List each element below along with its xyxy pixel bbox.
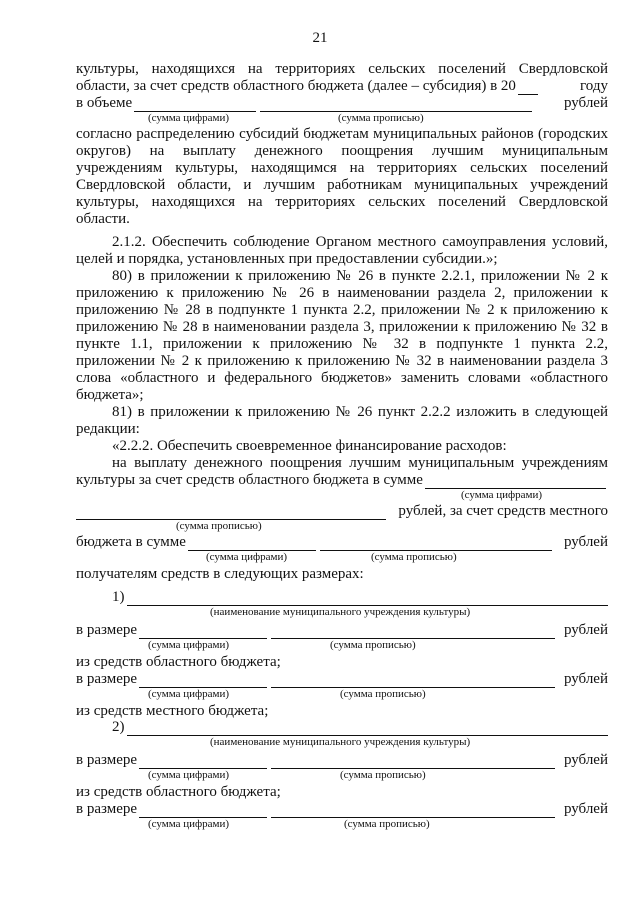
paragraph: «2.2.2. Обеспечить своевременное финансирование расходов:	[112, 438, 507, 454]
regional-digits-blank[interactable]	[425, 474, 606, 489]
paragraph: 80) в приложении к приложению № 26 в пункте 2.2.1, приложении № 2 к приложению к приложению № 26 в наименовании раздела 2, приложении к приложению № 28 в подпункте 1 пункта 2.2, приложении № 2 к приложению к приложению № 28 в наименовании раздела 3, приложении к приложению № 32 в пункте 1.1, приложении к приложению № 32 в подпункте 1 пункта 2.2, приложении № 2 к приложению к приложению № 32 в наименовании раздела 3 слова «областного и федерального бюджетов» заменить словами «областного бюджета»;	[76, 268, 608, 403]
text-line: в объеме	[76, 95, 133, 111]
item-number: 1)	[112, 589, 125, 605]
amount-words-blank[interactable]	[271, 673, 555, 688]
text-line: из средств областного бюджета;	[76, 654, 281, 670]
caption: (сумма цифрами)	[148, 769, 230, 781]
paragraph: 2.1.2. Обеспечить соблюдение Органом местного самоуправления условий, целей и порядка, установленных при предоставлении субсидии.»;	[76, 234, 608, 267]
caption: (наименование муниципального учреждения культуры)	[210, 736, 471, 748]
regional-words-blank[interactable]	[76, 505, 386, 520]
amount-digits-blank[interactable]	[139, 673, 267, 688]
amount-digits-blank[interactable]	[139, 754, 267, 769]
text-line: в размере	[76, 622, 138, 638]
amount-digits-blank[interactable]	[134, 97, 256, 112]
paragraph: согласно распределению субсидий бюджетам муниципальных районов (городских округов) на выплату денежного поощрения лучшим муниципальным учреждениям культуры, находящимся на территориях сельских поселений Свердловской области, и лучшим работникам муниципальных учреждений культуры, находящихся на территориях сельских поселений Свердловской области.	[76, 126, 608, 227]
text-line: рублей	[563, 534, 608, 550]
caption: (сумма прописью)	[340, 769, 426, 781]
text-line: рублей, за счет средств местного	[398, 503, 608, 519]
amount-digits-blank[interactable]	[139, 803, 267, 818]
text-line: из средств областного бюджета;	[76, 784, 281, 800]
text-line: рублей	[563, 622, 608, 638]
text-line: рублей	[563, 95, 608, 111]
text-line: бюджета в сумме	[76, 534, 186, 550]
text-line: году	[580, 78, 608, 94]
amount-words-blank[interactable]	[271, 803, 555, 818]
caption: (сумма цифрами)	[206, 551, 288, 563]
text-line: из средств местного бюджета;	[76, 703, 269, 719]
text-line: культуры за счет средств областного бюджета в сумме	[76, 472, 423, 488]
text-line: в размере	[76, 801, 138, 817]
text-line: рублей	[563, 752, 608, 768]
caption: (сумма прописью)	[176, 520, 262, 532]
year-blank[interactable]	[518, 80, 538, 95]
paragraph: 81) в приложении к приложению № 26 пункт 2.2.2 изложить в следующей редакции:	[76, 404, 608, 437]
page-number: 21	[312, 30, 328, 46]
text-line: в размере	[76, 671, 138, 687]
text-line: получателям средств в следующих размерах:	[76, 566, 364, 582]
caption: (сумма прописью)	[344, 818, 430, 830]
amount-words-blank[interactable]	[260, 97, 532, 112]
text-line: на выплату денежного поощрения лучшим муниципальным учреждениям	[112, 455, 608, 471]
local-digits-blank[interactable]	[188, 536, 316, 551]
amount-words-blank[interactable]	[271, 754, 555, 769]
amount-words-blank[interactable]	[271, 624, 555, 639]
text-line: культуры, находящихся на территориях сельских поселений Свердловской	[76, 61, 608, 77]
caption: (сумма прописью)	[340, 688, 426, 700]
amount-digits-blank[interactable]	[139, 624, 267, 639]
caption: (сумма цифрами)	[148, 112, 230, 124]
caption: (сумма цифрами)	[148, 688, 230, 700]
caption: (сумма цифрами)	[148, 818, 230, 830]
institution-name-blank[interactable]	[127, 721, 609, 736]
item-number: 2)	[112, 719, 125, 735]
caption: (сумма прописью)	[338, 112, 424, 124]
caption: (сумма цифрами)	[148, 639, 230, 651]
caption: (сумма прописью)	[371, 551, 457, 563]
text-line: области, за счет средств областного бюджета (далее – субсидия) в 20	[76, 78, 516, 94]
local-words-blank[interactable]	[320, 536, 552, 551]
text-line: в размере	[76, 752, 138, 768]
caption: (сумма цифрами)	[461, 489, 543, 501]
caption: (наименование муниципального учреждения культуры)	[210, 606, 471, 618]
text-line: рублей	[563, 671, 608, 687]
institution-name-blank[interactable]	[127, 591, 609, 606]
text-line: рублей	[563, 801, 608, 817]
caption: (сумма прописью)	[330, 639, 416, 651]
